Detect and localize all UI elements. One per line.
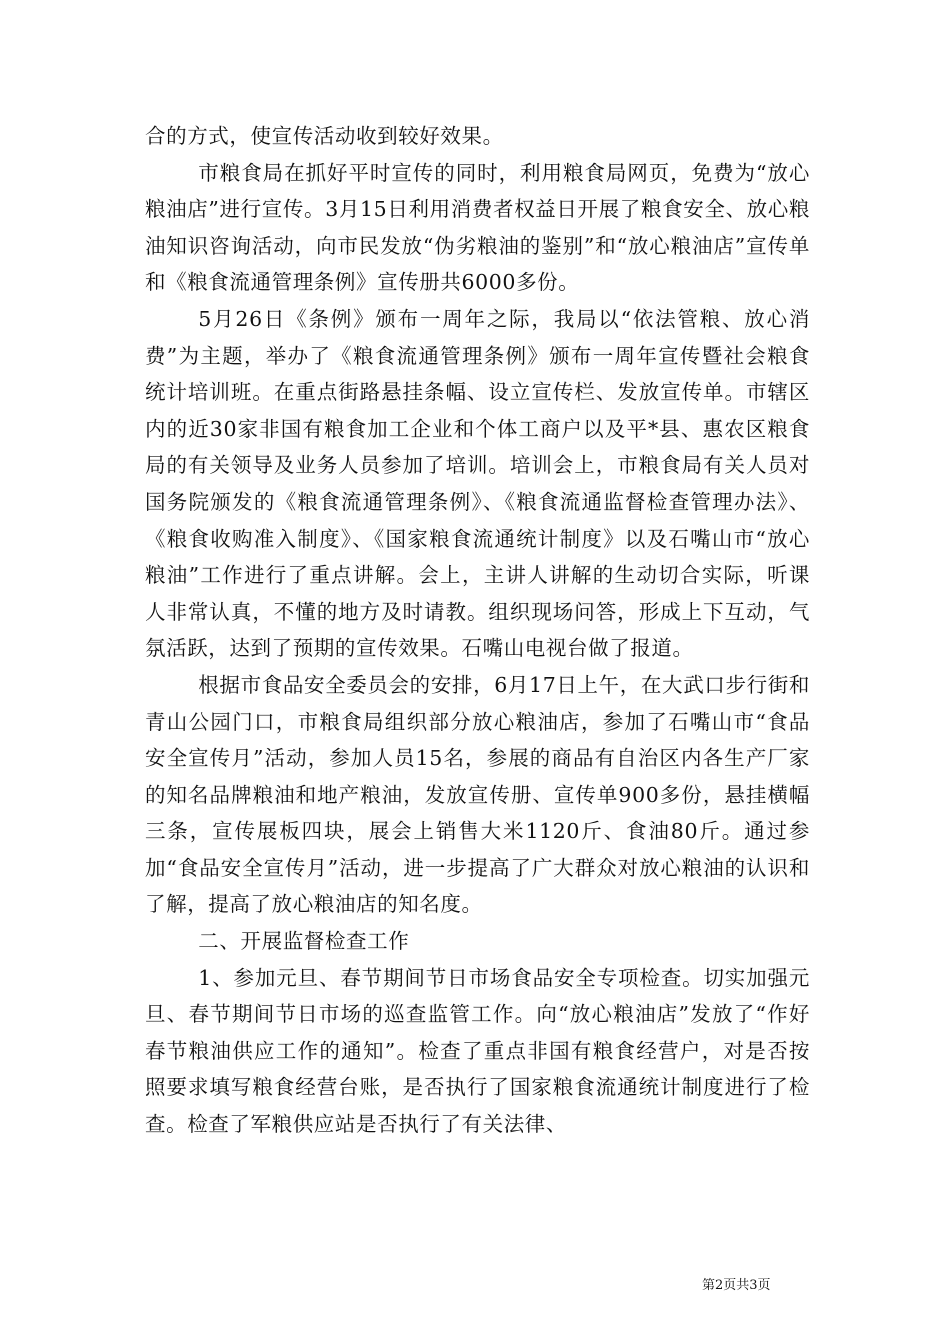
document-body xyxy=(145,118,810,1143)
section-heading-supervision: 二、开展监督检查工作 xyxy=(198,929,410,954)
paragraph-holiday-inspection: 1、参加元旦、春节期间节日市场食品安全专项检查。切实加强元旦、春节期间节日市场的巡查监管工作。向“放心粮油店”发放了“作好春节粮油供应工作的通知”。检查了重点非国有粮食经营户，对是否按照要求填写粮食经营台账，是否执行了国家粮食流通统计制度进行了检查。检查了军粮供应站是否执行了有关法律、 xyxy=(145,965,810,1137)
paragraph-regulation-anniversary: 5月26日《条例》颁布一周年之际，我局以“依法管粮、放心消费”为主题，举办了《粮食流通管理条例》颁布一周年宣传暨社会粮食统计培训班。在重点街路悬挂条幅、设立宣传栏、发放宣传单。市辖区内的近30家非国有粮食加工企业和个体工商户以及平*县、惠农区粮食局的有关领导及业务人员参加了培训。培训会上，市粮食局有关人员对国务院颁发的《粮食流通管理条例》、《粮食流通监督检查管理办法》、《粮食收购准入制度》、《国家粮食流通统计制度》以及石嘴山市“放心粮油”工作进行了重点讲解。会上，主讲人讲解的生动切合实际，听课人非常认真，不懂的地方及时请教。组织现场问答，形成上下互动，气氛活跃，达到了预期的宣传效果。石嘴山电视台做了报道。 xyxy=(145,306,810,661)
paragraph-food-safety-month: 根据市食品安全委员会的安排，6月17日上午，在大武口步行街和青山公园门口，市粮食局组织部分放心粮油店，参加了石嘴山市“食品安全宣传月”活动，参加人员15名，参展的商品有自治区内各生产厂家的知名品牌粮油和地产粮油，发放宣传册、宣传单900多份，悬挂横幅三条，宣传展板四块，展会上销售大米1120斤、食油80斤。通过参加“食品安全宣传月”活动，进一步提高了广大群众对放心粮油的认识和了解，提高了放心粮油店的知名度。 xyxy=(145,672,810,917)
page-number-footer: 第2页共3页 xyxy=(702,1278,771,1293)
paragraph-website-promotion: 市粮食局在抓好平时宣传的同时，利用粮食局网页，免费为“放心粮油店”进行宣传。3月15日利用消费者权益日开展了粮食安全、放心粮油知识咨询活动，向市民发放“伪劣粮油的鉴别”和“放心粮油店”宣传单和《粮食流通管理条例》宣传册共6000多份。 xyxy=(145,160,810,295)
paragraph-continuation: 合的方式，使宣传活动收到较好效果。 xyxy=(145,124,504,148)
